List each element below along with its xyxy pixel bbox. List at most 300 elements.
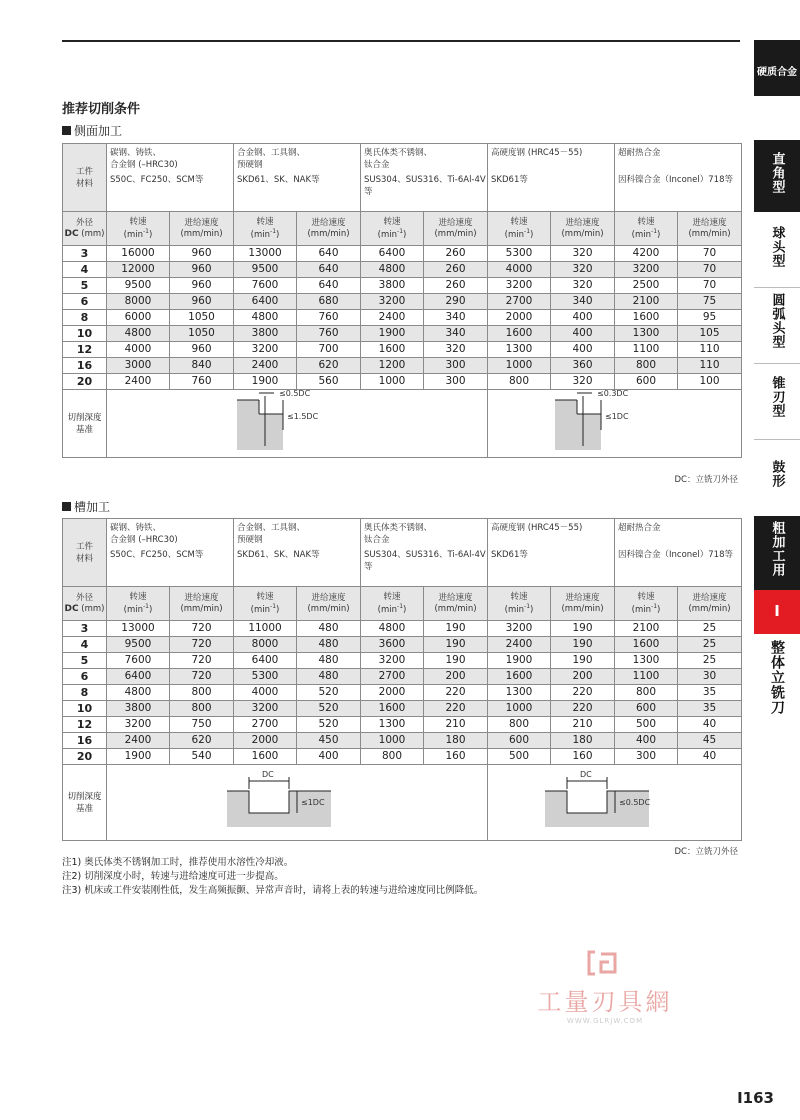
feed-cell: 320 (424, 342, 488, 358)
speed-header: 转速 $(\min^{-1})$ (361, 212, 424, 246)
material-example: SKD61等 (491, 175, 528, 185)
feed-cell: 320 (551, 262, 615, 278)
speed-cell: 1000 (361, 733, 424, 749)
dc-cell: 12 (63, 717, 107, 733)
feed-cell: 450 (297, 733, 361, 749)
feed-cell: 160 (551, 749, 615, 765)
watermark-logo-icon (585, 948, 625, 978)
feed-cell: 720 (170, 621, 234, 637)
speed-cell: 1300 (488, 342, 551, 358)
speed-cell: 6400 (234, 294, 297, 310)
material-example: SKD61等 (491, 550, 528, 560)
depth-label: 切削深度 基准 (63, 765, 107, 841)
speed-header: 转速 $(\min^{-1})$ (107, 587, 170, 621)
table-row (63, 246, 742, 262)
speed-cell: 4800 (361, 262, 424, 278)
feed-cell: 700 (297, 342, 361, 358)
feed-header: 进给速度 (mm/min) (424, 587, 488, 621)
feed-cell: 400 (297, 749, 361, 765)
watermark: 工量刃具網 WWW.GLRJW.COM (530, 948, 680, 1025)
speed-cell: 2100 (615, 294, 678, 310)
feed-cell: 40 (678, 749, 742, 765)
page-number: I163 (737, 1089, 774, 1107)
feed-cell: 190 (551, 621, 615, 637)
speed-header: 转速 $(\min^{-1})$ (361, 587, 424, 621)
feed-cell: 360 (551, 358, 615, 374)
feed-cell: 200 (551, 669, 615, 685)
feed-cell: 190 (551, 653, 615, 669)
speed-cell: 1300 (488, 685, 551, 701)
dc-cell: 20 (63, 374, 107, 390)
material-example: SKD61、SK、NAK等 (237, 550, 320, 560)
feed-cell: 25 (678, 653, 742, 669)
feed-cell: 320 (551, 246, 615, 262)
speed-cell: 800 (488, 717, 551, 733)
feed-header: 进给速度 (mm/min) (678, 587, 742, 621)
speed-cell: 2700 (361, 669, 424, 685)
table-row (63, 294, 742, 310)
feed-cell: 960 (170, 278, 234, 294)
feed-cell: 960 (170, 262, 234, 278)
feed-cell: 190 (424, 621, 488, 637)
feed-cell: 560 (297, 374, 361, 390)
speed-cell: 800 (615, 358, 678, 374)
note-3: 注3) 机床或工件安装刚性低，发生高频振颤、异常声音时，请将上表的转速与进给速度同比例降低。 (62, 885, 484, 896)
feed-cell: 680 (297, 294, 361, 310)
feed-cell: 340 (424, 326, 488, 342)
slot-width-label: DC (579, 770, 592, 779)
feed-cell: 760 (297, 326, 361, 342)
feed-cell: 620 (170, 733, 234, 749)
feed-cell: 800 (170, 701, 234, 717)
feed-cell: 180 (551, 733, 615, 749)
speed-cell: 1000 (361, 374, 424, 390)
table-row (63, 717, 742, 733)
feed-cell: 35 (678, 685, 742, 701)
speed-cell: 2400 (107, 374, 170, 390)
speed-cell: 1900 (361, 326, 424, 342)
speed-cell: 1600 (615, 637, 678, 653)
feed-cell: 110 (678, 342, 742, 358)
speed-cell: 11000 (234, 621, 297, 637)
speed-header: 转速 $(\min^{-1})$ (615, 587, 678, 621)
slot-cut-diagram (217, 769, 377, 833)
feed-cell: 220 (424, 701, 488, 717)
feed-cell: 540 (170, 749, 234, 765)
feed-cell: 400 (551, 310, 615, 326)
feed-cell: 320 (551, 278, 615, 294)
table-row (63, 621, 742, 637)
speed-header: 转速 $(\min^{-1})$ (107, 212, 170, 246)
speed-cell: 1900 (107, 749, 170, 765)
speed-cell: 2000 (361, 685, 424, 701)
table-row (63, 358, 742, 374)
speed-cell: 800 (361, 749, 424, 765)
feed-cell: 45 (678, 733, 742, 749)
speed-cell: 4000 (107, 342, 170, 358)
speed-cell: 5300 (234, 669, 297, 685)
feed-cell: 520 (297, 685, 361, 701)
feed-cell: 400 (551, 342, 615, 358)
dc-cell: 16 (63, 358, 107, 374)
speed-cell: 4800 (107, 685, 170, 701)
notes (62, 856, 483, 898)
work-material-label: 工件 材料 (63, 144, 107, 212)
feed-header: 进给速度 (mm/min) (551, 587, 615, 621)
material-example: SUS304、SUS316、Ti-6Al-4V等 (364, 550, 486, 572)
feed-cell: 800 (170, 685, 234, 701)
speed-cell: 9500 (234, 262, 297, 278)
table-row (63, 637, 742, 653)
speed-cell: 9500 (107, 637, 170, 653)
speed-cell: 3600 (361, 637, 424, 653)
depth-diagram-right (488, 765, 742, 841)
speed-cell: 6400 (234, 653, 297, 669)
section-title-side: 侧面加工 (62, 122, 122, 139)
dc-cell: 6 (63, 669, 107, 685)
speed-cell: 1300 (615, 326, 678, 342)
depth-diagram-left (107, 390, 488, 458)
material-cell: 碳钢、铸铁、 合金钢 (–HRC30) S50C、FC250、SCM等 (107, 144, 234, 212)
material-example: SUS304、SUS316、Ti-6Al-4V等 (364, 175, 486, 197)
slot-milling-table (62, 518, 742, 841)
feed-cell: 300 (424, 374, 488, 390)
feed-cell: 190 (551, 637, 615, 653)
speed-cell: 3200 (615, 262, 678, 278)
speed-header: 转速 $(\min^{-1})$ (488, 587, 551, 621)
sidebar-tab-barrel[interactable]: 鼓形 (754, 440, 800, 514)
speed-cell: 3200 (234, 342, 297, 358)
dc-cell: 4 (63, 262, 107, 278)
material-example: S50C、FC250、SCM等 (110, 175, 204, 185)
speed-cell: 2400 (107, 733, 170, 749)
speed-cell: 13000 (234, 246, 297, 262)
feed-cell: 960 (170, 246, 234, 262)
dc-cell: 12 (63, 342, 107, 358)
table-row (63, 733, 742, 749)
feed-cell: 480 (297, 637, 361, 653)
material-cell: 高硬度钢 (HRC45－55) SKD61等 (488, 519, 615, 587)
speed-cell: 300 (615, 749, 678, 765)
feed-header: 进给速度 (mm/min) (297, 587, 361, 621)
speed-cell: 3800 (361, 278, 424, 294)
material-example: 因科镍合金（Inconel）718等 (618, 550, 733, 560)
feed-cell: 720 (170, 653, 234, 669)
dc-note: DC：立铣刀外径 (674, 847, 738, 857)
material-cell: 碳钢、铸铁、 合金钢 (–HRC30) S50C、FC250、SCM等 (107, 519, 234, 587)
speed-cell: 9500 (107, 278, 170, 294)
feed-header: 进给速度 (mm/min) (678, 212, 742, 246)
speed-header: 转速 $(\min^{-1})$ (234, 212, 297, 246)
depth-axial-label: ≤1.5DC (287, 412, 319, 421)
dc-header: 外径 DC (mm) (63, 587, 107, 621)
slot-depth-label: ≤0.5DC (618, 798, 650, 807)
table-row (63, 310, 742, 326)
speed-cell: 8000 (234, 637, 297, 653)
speed-cell: 3200 (361, 653, 424, 669)
feed-cell: 480 (297, 621, 361, 637)
feed-cell: 220 (424, 685, 488, 701)
table-row (63, 262, 742, 278)
feed-cell: 340 (551, 294, 615, 310)
table-row (63, 749, 742, 765)
depth-label: 切削深度 基准 (63, 390, 107, 458)
speed-cell: 4800 (234, 310, 297, 326)
speed-cell: 2100 (615, 621, 678, 637)
square-bullet-icon (62, 502, 71, 511)
depth-axial-label: ≤1DC (604, 412, 629, 421)
table-row (63, 278, 742, 294)
material-cell: 超耐热合金 因科镍合金（Inconel）718等 (615, 519, 742, 587)
side-milling-table (62, 143, 742, 458)
feed-cell: 160 (424, 749, 488, 765)
speed-cell: 2400 (488, 637, 551, 653)
feed-cell: 960 (170, 294, 234, 310)
speed-header: 转速 $(\min^{-1})$ (615, 212, 678, 246)
sidebar-category-label: 整体立铣刀 (754, 634, 800, 724)
speed-cell: 3200 (488, 278, 551, 294)
speed-cell: 3800 (107, 701, 170, 717)
table-row (63, 326, 742, 342)
feed-cell: 720 (170, 669, 234, 685)
speed-cell: 4800 (361, 621, 424, 637)
slot-cut-diagram (535, 769, 695, 833)
feed-cell: 300 (424, 358, 488, 374)
feed-header: 进给速度 (mm/min) (297, 212, 361, 246)
feed-cell: 480 (297, 669, 361, 685)
speed-cell: 4800 (107, 326, 170, 342)
speed-cell: 2400 (234, 358, 297, 374)
sidebar-tab-radius[interactable]: 圆弧头型 (754, 288, 800, 362)
table-row (63, 374, 742, 390)
speed-cell: 1600 (615, 310, 678, 326)
speed-cell: 6400 (361, 246, 424, 262)
dc-cell: 10 (63, 701, 107, 717)
feed-cell: 105 (678, 326, 742, 342)
feed-cell: 110 (678, 358, 742, 374)
feed-cell: 180 (424, 733, 488, 749)
dc-cell: 3 (63, 621, 107, 637)
feed-cell: 40 (678, 717, 742, 733)
dc-cell: 10 (63, 326, 107, 342)
speed-cell: 4000 (488, 262, 551, 278)
speed-cell: 12000 (107, 262, 170, 278)
speed-cell: 800 (488, 374, 551, 390)
table-row (63, 342, 742, 358)
speed-cell: 1600 (234, 749, 297, 765)
feed-cell: 620 (297, 358, 361, 374)
speed-cell: 7600 (107, 653, 170, 669)
speed-header: 转速 $(\min^{-1})$ (234, 587, 297, 621)
speed-cell: 1000 (488, 358, 551, 374)
dc-cell: 3 (63, 246, 107, 262)
speed-header: 转速 $(\min^{-1})$ (488, 212, 551, 246)
speed-cell: 400 (615, 733, 678, 749)
feed-header: 进给速度 (mm/min) (551, 212, 615, 246)
feed-cell: 30 (678, 669, 742, 685)
feed-cell: 70 (678, 262, 742, 278)
section-title-slot: 槽加工 (62, 498, 110, 515)
speed-cell: 600 (615, 701, 678, 717)
feed-cell: 100 (678, 374, 742, 390)
feed-cell: 70 (678, 278, 742, 294)
speed-cell: 8000 (107, 294, 170, 310)
depth-diagram-right (488, 390, 742, 458)
speed-cell: 3200 (361, 294, 424, 310)
speed-cell: 600 (488, 733, 551, 749)
material-cell: 合金钢、工具钢、 预硬钢 SKD61、SK、NAK等 (234, 144, 361, 212)
depth-radial-label: ≤0.5DC (279, 390, 311, 398)
speed-cell: 5300 (488, 246, 551, 262)
feed-cell: 1050 (170, 326, 234, 342)
speed-cell: 1100 (615, 342, 678, 358)
feed-header: 进给速度 (mm/min) (170, 212, 234, 246)
feed-cell: 320 (551, 374, 615, 390)
feed-cell: 760 (297, 310, 361, 326)
speed-cell: 2700 (488, 294, 551, 310)
depth-radial-label: ≤0.3DC (596, 390, 628, 398)
speed-cell: 13000 (107, 621, 170, 637)
speed-cell: 1000 (488, 701, 551, 717)
material-cell: 超耐热合金 因科镍合金（Inconel）718等 (615, 144, 742, 212)
dc-cell: 20 (63, 749, 107, 765)
square-bullet-icon (62, 126, 71, 135)
speed-cell: 2500 (615, 278, 678, 294)
speed-cell: 6000 (107, 310, 170, 326)
speed-cell: 1300 (361, 717, 424, 733)
feed-cell: 260 (424, 246, 488, 262)
speed-cell: 1300 (615, 653, 678, 669)
material-cell: 奥氏体类不锈钢、 钛合金 SUS304、SUS316、Ti-6Al-4V等 (361, 144, 488, 212)
sidebar-tab-ball[interactable]: 球头型 (754, 214, 800, 286)
feed-cell: 200 (424, 669, 488, 685)
feed-cell: 210 (551, 717, 615, 733)
table-row (63, 653, 742, 669)
dc-cell: 5 (63, 278, 107, 294)
speed-cell: 1100 (615, 669, 678, 685)
feed-cell: 25 (678, 621, 742, 637)
material-cell: 高硬度钢 (HRC45－55) SKD61等 (488, 144, 615, 212)
speed-cell: 6400 (107, 669, 170, 685)
speed-cell: 3200 (488, 621, 551, 637)
speed-cell: 3200 (107, 717, 170, 733)
feed-header: 进给速度 (mm/min) (170, 587, 234, 621)
speed-cell: 4200 (615, 246, 678, 262)
feed-cell: 210 (424, 717, 488, 733)
feed-cell: 75 (678, 294, 742, 310)
speed-cell: 1200 (361, 358, 424, 374)
feed-cell: 95 (678, 310, 742, 326)
feed-cell: 340 (424, 310, 488, 326)
material-cell: 奥氏体类不锈钢、 钛合金 SUS304、SUS316、Ti-6Al-4V等 (361, 519, 488, 587)
dc-note: DC：立铣刀外径 (674, 475, 738, 485)
speed-cell: 2700 (234, 717, 297, 733)
feed-cell: 520 (297, 717, 361, 733)
dc-header: 外径 DC (mm) (63, 212, 107, 246)
material-example: SKD61、SK、NAK等 (237, 175, 320, 185)
speed-cell: 2400 (361, 310, 424, 326)
speed-cell: 1600 (361, 701, 424, 717)
feed-cell: 70 (678, 246, 742, 262)
feed-cell: 640 (297, 246, 361, 262)
feed-cell: 290 (424, 294, 488, 310)
side-cut-diagram (545, 390, 685, 454)
feed-header: 进给速度 (mm/min) (424, 212, 488, 246)
table-row (63, 669, 742, 685)
speed-cell: 1900 (488, 653, 551, 669)
dc-cell: 6 (63, 294, 107, 310)
sidebar-tab-carbide[interactable]: 硬质合金 (754, 40, 800, 96)
sidebar-tab-current[interactable]: I (754, 590, 800, 634)
depth-diagram-left (107, 765, 488, 841)
note-2: 注2) 切削深度小时，转速与进给速度可进一步提高。 (62, 871, 284, 882)
sidebar-tab-square[interactable]: 直角型 (754, 140, 800, 212)
speed-cell: 1600 (361, 342, 424, 358)
sidebar-tab-taper[interactable]: 锥刃型 (754, 364, 800, 438)
speed-cell: 16000 (107, 246, 170, 262)
feed-cell: 220 (551, 701, 615, 717)
work-material-label: 工件 材料 (63, 519, 107, 587)
page-title: 推荐切削条件 (62, 102, 141, 117)
feed-cell: 260 (424, 278, 488, 294)
speed-cell: 3800 (234, 326, 297, 342)
slot-depth-label: ≤1DC (301, 798, 325, 807)
feed-cell: 640 (297, 262, 361, 278)
feed-cell: 260 (424, 262, 488, 278)
feed-cell: 720 (170, 637, 234, 653)
table-row (63, 685, 742, 701)
feed-cell: 220 (551, 685, 615, 701)
feed-cell: 750 (170, 717, 234, 733)
speed-cell: 500 (615, 717, 678, 733)
table-row (63, 701, 742, 717)
feed-cell: 190 (424, 637, 488, 653)
speed-cell: 800 (615, 685, 678, 701)
speed-cell: 2000 (234, 733, 297, 749)
feed-cell: 25 (678, 637, 742, 653)
speed-cell: 3200 (234, 701, 297, 717)
side-cut-diagram (227, 390, 367, 454)
feed-cell: 840 (170, 358, 234, 374)
feed-cell: 1050 (170, 310, 234, 326)
speed-cell: 500 (488, 749, 551, 765)
feed-cell: 520 (297, 701, 361, 717)
note-1: 注1) 奥氏体类不锈钢加工时，推荐使用水溶性冷却液。 (62, 857, 294, 868)
material-example: 因科镍合金（Inconel）718等 (618, 175, 733, 185)
speed-cell: 2000 (488, 310, 551, 326)
slot-width-label: DC (262, 770, 274, 779)
feed-cell: 35 (678, 701, 742, 717)
speed-cell: 3000 (107, 358, 170, 374)
speed-cell: 1900 (234, 374, 297, 390)
feed-cell: 640 (297, 278, 361, 294)
material-example: S50C、FC250、SCM等 (110, 550, 204, 560)
dc-cell: 8 (63, 310, 107, 326)
dc-cell: 5 (63, 653, 107, 669)
feed-cell: 480 (297, 653, 361, 669)
speed-cell: 1600 (488, 326, 551, 342)
speed-cell: 600 (615, 374, 678, 390)
sidebar-tab-roughing[interactable]: 粗加工用 (754, 516, 800, 590)
speed-cell: 4000 (234, 685, 297, 701)
material-cell: 合金钢、工具钢、 预硬钢 SKD61、SK、NAK等 (234, 519, 361, 587)
feed-cell: 960 (170, 342, 234, 358)
feed-cell: 760 (170, 374, 234, 390)
feed-cell: 190 (424, 653, 488, 669)
dc-cell: 16 (63, 733, 107, 749)
top-rule (62, 40, 740, 42)
dc-cell: 8 (63, 685, 107, 701)
